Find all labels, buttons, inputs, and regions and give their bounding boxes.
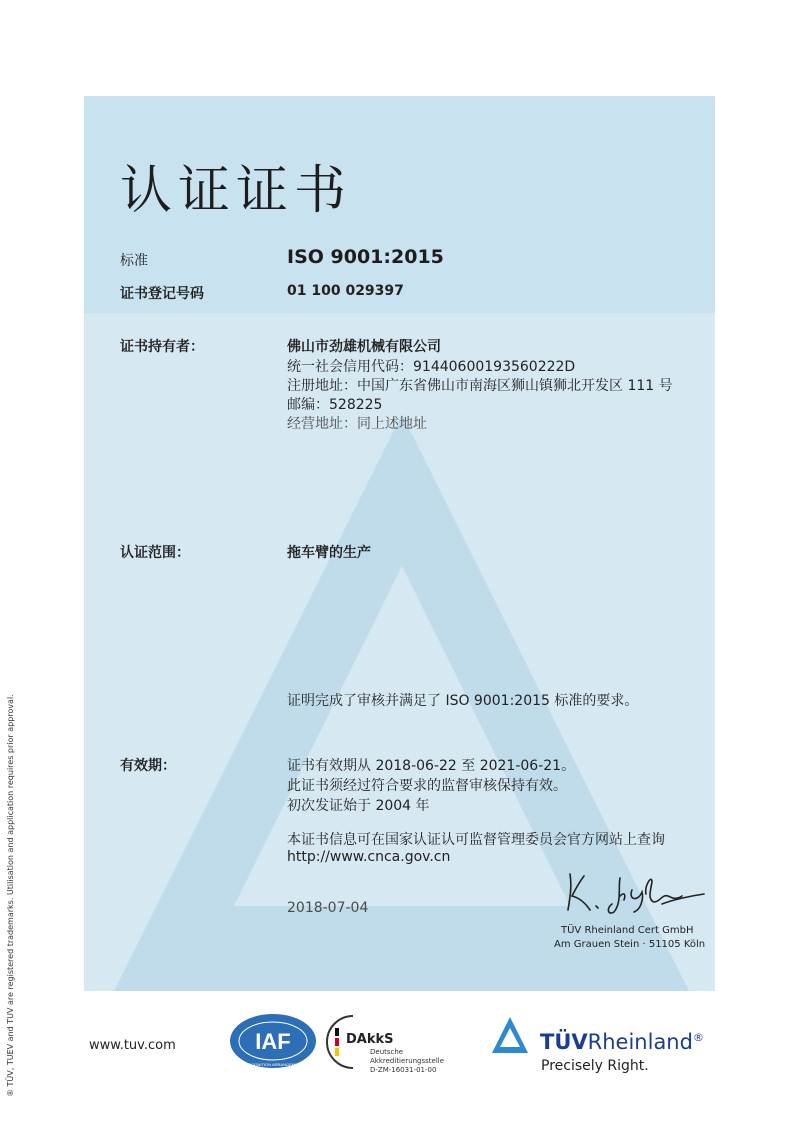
tuv-slogan: Precisely Right. — [541, 1058, 649, 1074]
standard-label: 标准 — [120, 253, 148, 269]
standard-value: ISO 9001:2015 — [287, 246, 444, 268]
iaf-ring-text: RECOGNITION ARRANGEMENT — [242, 1062, 304, 1067]
holder-address: 注册地址：中国广东省佛山市南海区狮山镇狮北开发区 111 号 — [287, 378, 673, 394]
certificate-title: 认证证书 — [120, 161, 353, 221]
issuer-address: Am Grauen Stein · 51105 Köln — [554, 939, 706, 950]
holder-business-address: 经营地址：同上述地址 — [287, 416, 427, 432]
query-url: http://www.cnca.gov.cn — [287, 849, 451, 865]
signature-icon — [562, 866, 712, 916]
holder-label: 证书持有者： — [120, 339, 204, 355]
registration-value: 01 100 029397 — [287, 283, 404, 299]
tuv-triangle-logo-icon — [490, 1015, 530, 1055]
validity-label: 有效期： — [120, 758, 176, 774]
issuer-name: TÜV Rheinland Cert GmbH — [561, 925, 694, 936]
issue-date: 2018-07-04 — [287, 900, 369, 916]
validity-period: 证书有效期从 2018-06-22 至 2021-06-21。 — [287, 758, 576, 774]
tuv-brand-rest: Rheinland — [587, 1030, 693, 1054]
tuv-brand — [540, 1030, 704, 1054]
dakks-line2: Akkreditierungsstelle — [370, 1057, 445, 1065]
first-issue: 初次发证始于 2004 年 — [287, 798, 430, 814]
tuv-registered-mark: ® — [692, 1031, 704, 1044]
scope-label: 认证范围： — [120, 545, 190, 561]
tuv-brand-bold: TÜV — [540, 1030, 588, 1054]
conformity-statement: 证明完成了审核并满足了 ISO 9001:2015 标准的要求。 — [287, 693, 639, 709]
iaf-logo-icon — [228, 1012, 318, 1070]
registration-label: 证书登记号码 — [120, 286, 204, 302]
validity-condition: 此证书须经过符合要求的监督审核保持有效。 — [287, 778, 567, 794]
holder-credit-code: 统一社会信用代码：91440600193560222D — [287, 359, 576, 375]
dakks-line3: D-ZM-16031-01-00 — [370, 1066, 437, 1074]
website-link[interactable]: www.tuv.com — [89, 1038, 176, 1053]
scope-value: 拖车臂的生产 — [287, 545, 371, 561]
holder-postcode: 邮编：528225 — [287, 397, 383, 413]
dakks-name: DAkkS — [346, 1032, 394, 1047]
holder-name: 佛山市劲雄机械有限公司 — [287, 339, 441, 355]
iaf-text: IAF — [255, 1029, 291, 1054]
query-info: 本证书信息可在国家认证认可监督管理委员会官方网站上查询 — [287, 832, 665, 848]
trademark-note: ® TÜV, TUEV and TUV are registered trademarks. Utilisation and application requires prior approval. — [6, 694, 15, 1097]
dakks-line1: Deutsche — [370, 1048, 404, 1056]
